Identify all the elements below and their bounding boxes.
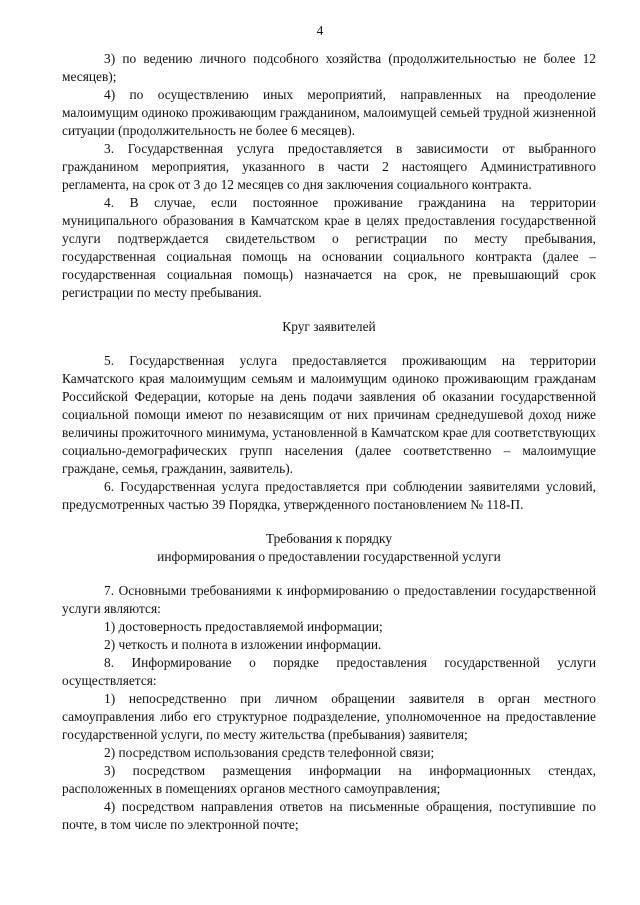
list-item: 4) посредством направления ответов на письменные обращения, поступившие по почте, в том числе по электронной почте;: [62, 799, 596, 832]
paragraph: 8. Информирование о порядке предоставления государственной услуги осуществляется:: [62, 655, 596, 688]
spacer: [62, 302, 596, 318]
spacer: [62, 566, 596, 582]
paragraph: 3. Государственная услуга предоставляется в зависимости от выбранного гражданином мероприятия, указанного в части 2 настоящего Административного регламента, на срок от 3 до 12 месяцев со дня заключения социального контракта.: [62, 141, 596, 192]
spacer: [62, 514, 596, 530]
section-heading-requirements-subtitle: информирования о предоставлении государственной услуги: [157, 549, 501, 564]
document-body: [62, 50, 596, 834]
paragraph: 6. Государственная услуга предоставляется при соблюдении заявителями условий, предусмотренных частью 39 Порядка, утвержденного постановлением № 118-П.: [62, 479, 596, 512]
list-item: 1) достоверность предоставляемой информации;: [104, 619, 383, 634]
page-number: 4: [316, 23, 324, 38]
section-heading-applicants: Круг заявителей: [282, 319, 376, 334]
list-item: 2) четкость и полнота в изложении информации.: [104, 637, 382, 652]
spacer: [62, 336, 596, 352]
paragraph: 4) по осуществлению иных мероприятий, направленных на преодоление малоимущим одиноко проживающим гражданином, малоимущей семьей трудной жизненной ситуации (продолжительность не более 6 месяцев).: [62, 87, 596, 138]
paragraph: 5. Государственная услуга предоставляется проживающим на территории Камчатского края малоимущим семьям и малоимущим одиноко проживающим гражданам Российской Федерации, которые на день подачи заявления об оказании государственной социальной помощи имеют по независящим от них причинам среднедушевой доход ниже величины прожиточного минимума, установленной в Камчатском крае для соответствующих социально-демографических групп населения (далее соответственно – малоимущие граждане, семья, гражданин, заявитель).: [62, 353, 596, 476]
paragraph: 4. В случае, если постоянное проживание гражданина на территории муниципального образования в Камчатском крае в целях предоставления государственной услуги подтверждается свидетельством о регистрации по месту пребывания, государственная социальная помощь на основании социального контракта (далее – государственная социальная помощь) назначается на срок, не превышающий срок регистрации по месту пребывания.: [62, 195, 596, 300]
list-item: 1) непосредственно при личном обращении заявителя в орган местного самоуправления либо его структурное подразделение, уполномоченное на предоставление государственной услуги, по месту жительства (пребывания) заявителя;: [62, 691, 596, 742]
list-item: 2) посредством использования средств телефонной связи;: [104, 745, 435, 760]
paragraph: 3) по ведению личного подсобного хозяйства (продолжительностью не более 12 месяцев);: [62, 51, 596, 84]
section-heading-requirements: Требования к порядку: [265, 531, 393, 546]
list-item: 3) посредством размещения информации на информационных стендах, расположенных в помещениях органов местного самоуправления;: [62, 763, 596, 796]
paragraph: 7. Основными требованиями к информированию о предоставлении государственной услуги являются:: [62, 583, 596, 616]
